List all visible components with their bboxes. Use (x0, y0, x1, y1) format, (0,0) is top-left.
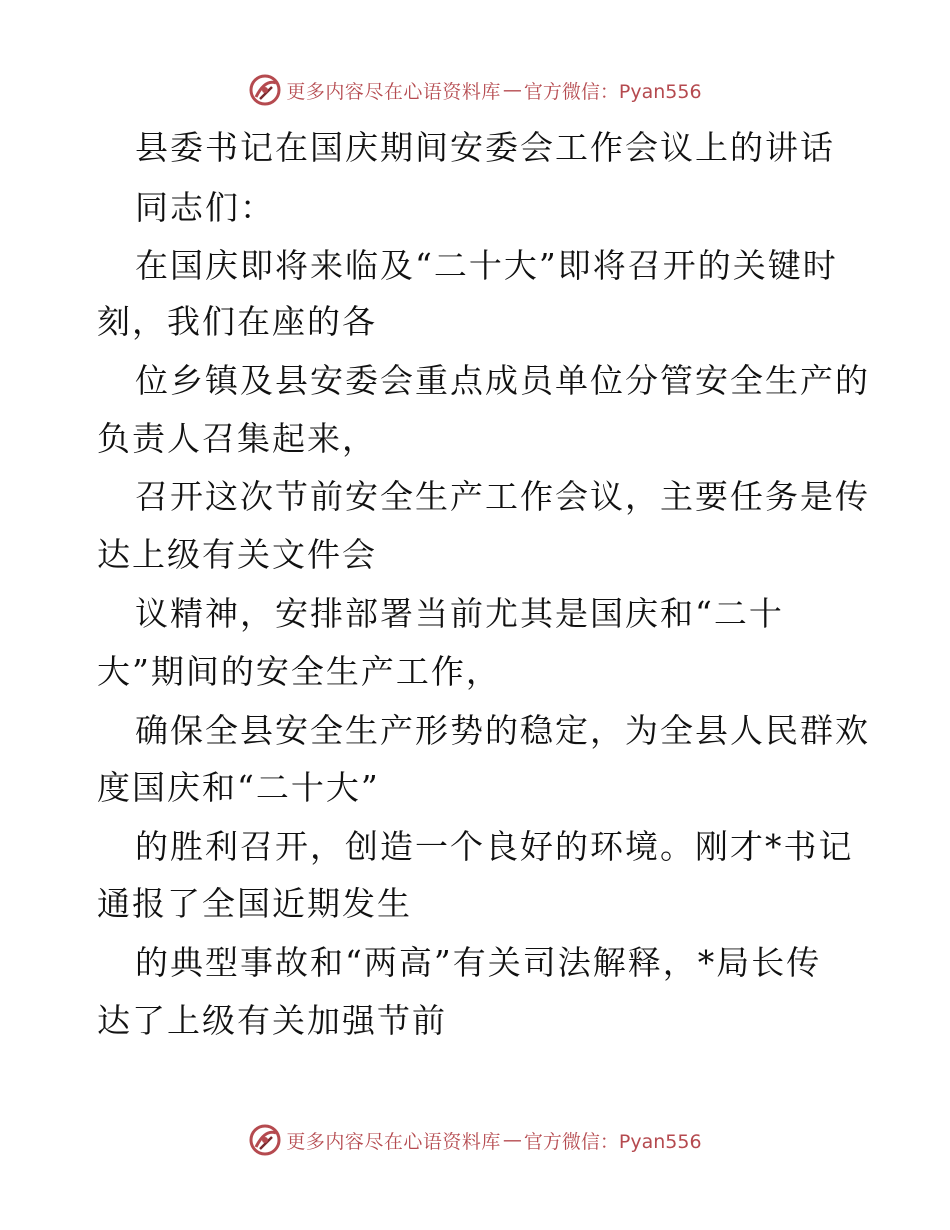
banner-wechat: 官方微信：Pyan556 (523, 80, 702, 103)
paragraph-line: 达了上级有关加强节前 (97, 1001, 447, 1040)
logo-icon (248, 73, 282, 107)
banner-text: 更多内容尽在心语资料库 (286, 80, 501, 103)
paragraph-line: 议精神，安排部署当前尤其是国庆和“二十 (135, 594, 784, 633)
banner-separator: — (502, 1129, 522, 1151)
logo-icon (248, 1123, 282, 1157)
paragraph-line: 召开这次节前安全生产工作会议，主要任务是传 (135, 477, 870, 516)
paragraph-line: 的典型事故和“两高”有关司法解释，*局长传 (135, 943, 822, 982)
paragraph-line: 大”期间的安全生产工作， (97, 652, 501, 691)
paragraph-line: 位乡镇及县安委会重点成员单位分管安全生产的 (135, 361, 870, 400)
paragraph-line: 度国庆和“二十大” (97, 768, 380, 807)
paragraph-line: 的胜利召开，创造一个良好的环境。刚才*书记 (135, 827, 854, 866)
footer-banner (0, 1118, 950, 1162)
salutation: 同志们： (135, 188, 275, 227)
paragraph-line: 达上级有关文件会 (97, 535, 377, 574)
paragraph-line: 在国庆即将来临及“二十大”即将召开的关键时 (135, 246, 838, 285)
banner-separator: — (502, 79, 522, 101)
paragraph-line: 通报了全国近期发生 (97, 884, 412, 923)
paragraph-line: 负责人召集起来， (97, 419, 377, 458)
paragraph-line: 确保全县安全生产形势的稳定，为全县人民群欢 (135, 711, 870, 750)
header-banner (0, 68, 950, 112)
document-title: 县委书记在国庆期间安委会工作会议上的讲话 (135, 128, 835, 167)
banner-text: 更多内容尽在心语资料库 (286, 1130, 501, 1153)
paragraph-line: 刻，我们在座的各 (97, 302, 377, 341)
banner-wechat: 官方微信：Pyan556 (523, 1130, 702, 1153)
